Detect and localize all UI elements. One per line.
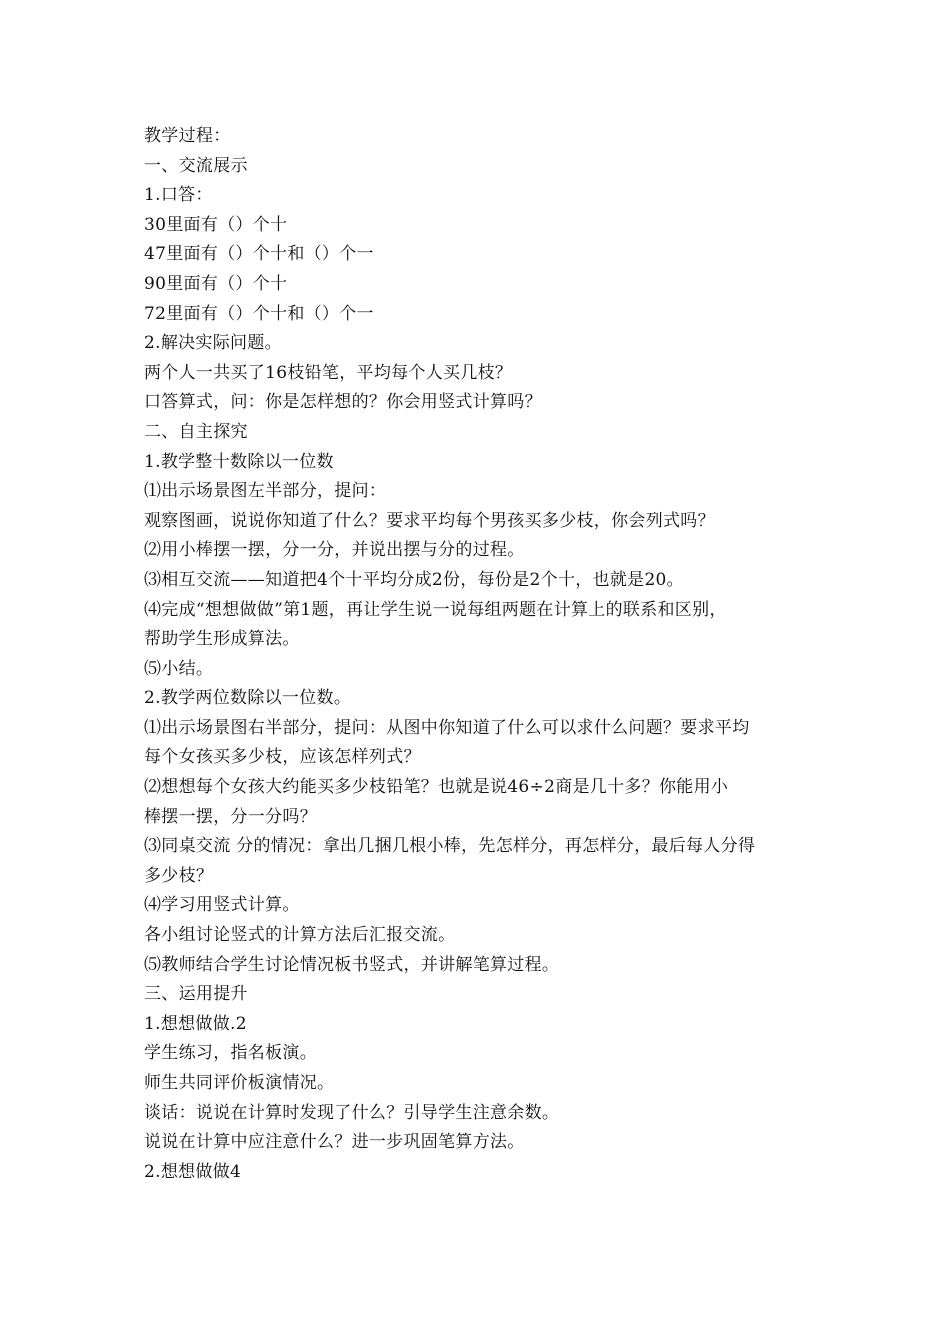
text-line: 学生练习，指名板演。 — [144, 1043, 317, 1064]
text-line: 师生共同评价板演情况。 — [144, 1073, 335, 1093]
text-line: ⑷完成“想想做做”第1题，再让学生说一说每组两题在计算上的联系和区别， — [144, 599, 727, 620]
text-line: 90里面有（）个十 — [144, 273, 288, 294]
text-line: 谈话：说说在计算时发现了什么？引导学生注意余数。 — [144, 1102, 560, 1123]
section-heading-teaching-process: 教学过程： — [144, 126, 231, 146]
text-line: 观察图画，说说你知道了什么？要求平均每个男孩买多少枝，你会列式吗？ — [144, 510, 715, 531]
text-line: ⑵用小棒摆一摆，分一分，并说出摆与分的过程。 — [144, 540, 525, 561]
text-line: 每个女孩买多少枝，应该怎样列式？ — [144, 747, 421, 768]
text-line: 棒摆一摆，分一分吗？ — [144, 806, 317, 827]
section-heading-exchange: 一、交流展示 — [144, 155, 248, 176]
text-line: 说说在计算中应注意什么？进一步巩固笔算方法。 — [144, 1132, 525, 1153]
text-line: 72里面有（）个十和（）个一 — [144, 303, 374, 324]
text-line: 30里面有（）个十 — [144, 214, 288, 235]
text-line: 2.解决实际问题。 — [144, 333, 282, 354]
text-line: 帮助学生形成算法。 — [144, 629, 300, 650]
text-line: ⑶相互交流——知道把4个十平均分成2份，每份是2个十，也就是20。 — [144, 569, 684, 590]
text-line: 1.教学整十数除以一位数 — [144, 451, 334, 472]
text-line: 1.想想做做.2 — [144, 1013, 247, 1034]
text-line: ⑸小结。 — [144, 658, 214, 679]
text-line: ⑴出示场景图左半部分，提问： — [144, 481, 387, 502]
section-heading-explore: 二、自主探究 — [144, 421, 248, 442]
text-line: 2.想想做做4 — [144, 1161, 242, 1182]
text-line: 口答算式，问：你是怎样想的？你会用竖式计算吗？ — [144, 392, 542, 413]
document-body — [144, 122, 824, 1187]
text-line: ⑴出示场景图右半部分，提问：从图中你知道了什么可以求什么问题？要求平均 — [144, 717, 750, 738]
text-line: ⑸教师结合学生讨论情况板书竖式，并讲解笔算过程。 — [144, 954, 560, 975]
text-line: 两个人一共买了16枝铅笔，平均每个人买几枝？ — [144, 362, 513, 383]
section-heading-apply: 三、运用提升 — [144, 984, 248, 1005]
text-line: ⑵想想每个女孩大约能买多少枝铅笔？也就是说46÷2商是几十多？你能用小 — [144, 777, 729, 798]
text-line: 1.口答： — [144, 185, 213, 206]
text-line: 多少枝？ — [144, 865, 214, 886]
text-line: 2.教学两位数除以一位数。 — [144, 688, 352, 709]
text-line: ⑷学习用竖式计算。 — [144, 895, 300, 916]
text-line: 各小组讨论竖式的计算方法后汇报交流。 — [144, 925, 456, 946]
text-line: 47里面有（）个十和（）个一 — [144, 244, 374, 265]
text-line: ⑶同桌交流 分的情况：拿出几捆几根小棒，先怎样分，再怎样分，最后每人分得 — [144, 836, 756, 857]
